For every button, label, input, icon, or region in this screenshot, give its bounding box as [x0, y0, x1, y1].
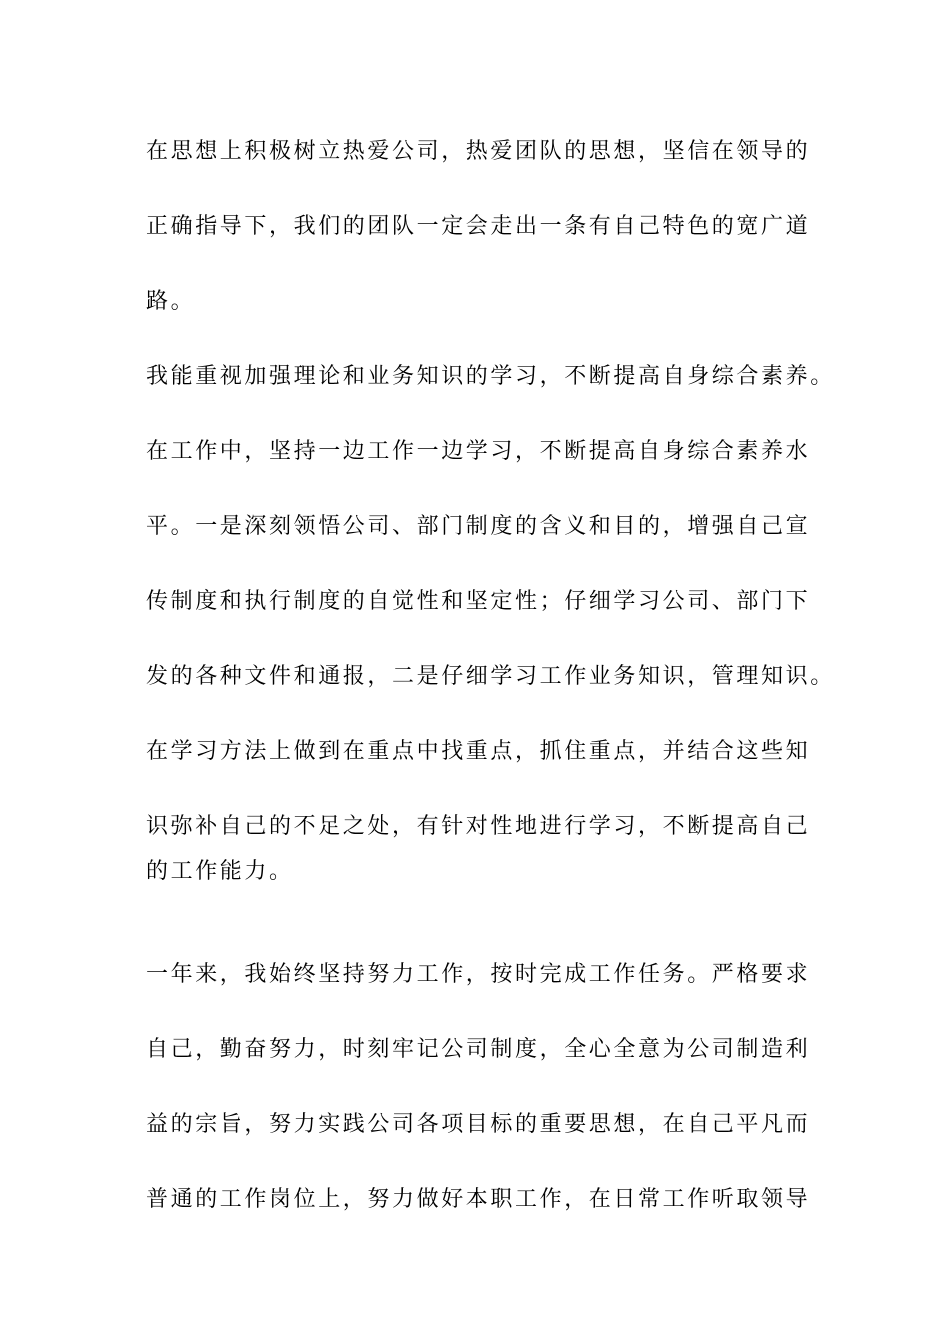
text-line: 在思想上积极树立热爱公司，热爱团队的思想，坚信在领导的 [146, 139, 811, 164]
text-line: 正确指导下，我们的团队一定会走出一条有自己特色的宽广道 [146, 214, 811, 239]
text-line: 一年来，我始终坚持努力工作，按时完成工作任务。严格要求 [146, 962, 811, 987]
text-line: 在学习方法上做到在重点中找重点，抓住重点，并结合这些知 [146, 739, 811, 764]
text-line: 在工作中，坚持一边工作一边学习，不断提高自身综合素养水 [146, 439, 811, 464]
text-line: 平。一是深刻领悟公司、部门制度的含义和目的，增强自己宣 [146, 514, 811, 539]
text-line: 益的宗旨，努力实践公司各项目标的重要思想，在自己平凡而 [146, 1112, 811, 1137]
text-line: 我能重视加强理论和业务知识的学习，不断提高自身综合素养。 [146, 364, 835, 389]
text-line: 发的各种文件和通报，二是仔细学习工作业务知识，管理知识。 [146, 664, 835, 689]
text-line: 普通的工作岗位上，努力做好本职工作，在日常工作听取领导 [146, 1187, 811, 1212]
text-line: 的工作能力。 [146, 859, 294, 884]
text-line: 传制度和执行制度的自觉性和坚定性；仔细学习公司、部门下 [146, 589, 811, 614]
text-line: 自己，勤奋努力，时刻牢记公司制度，全心全意为公司制造利 [146, 1037, 811, 1062]
text-line: 识弥补自己的不足之处，有针对性地进行学习，不断提高自己 [146, 814, 811, 839]
text-line: 路。 [146, 289, 196, 314]
